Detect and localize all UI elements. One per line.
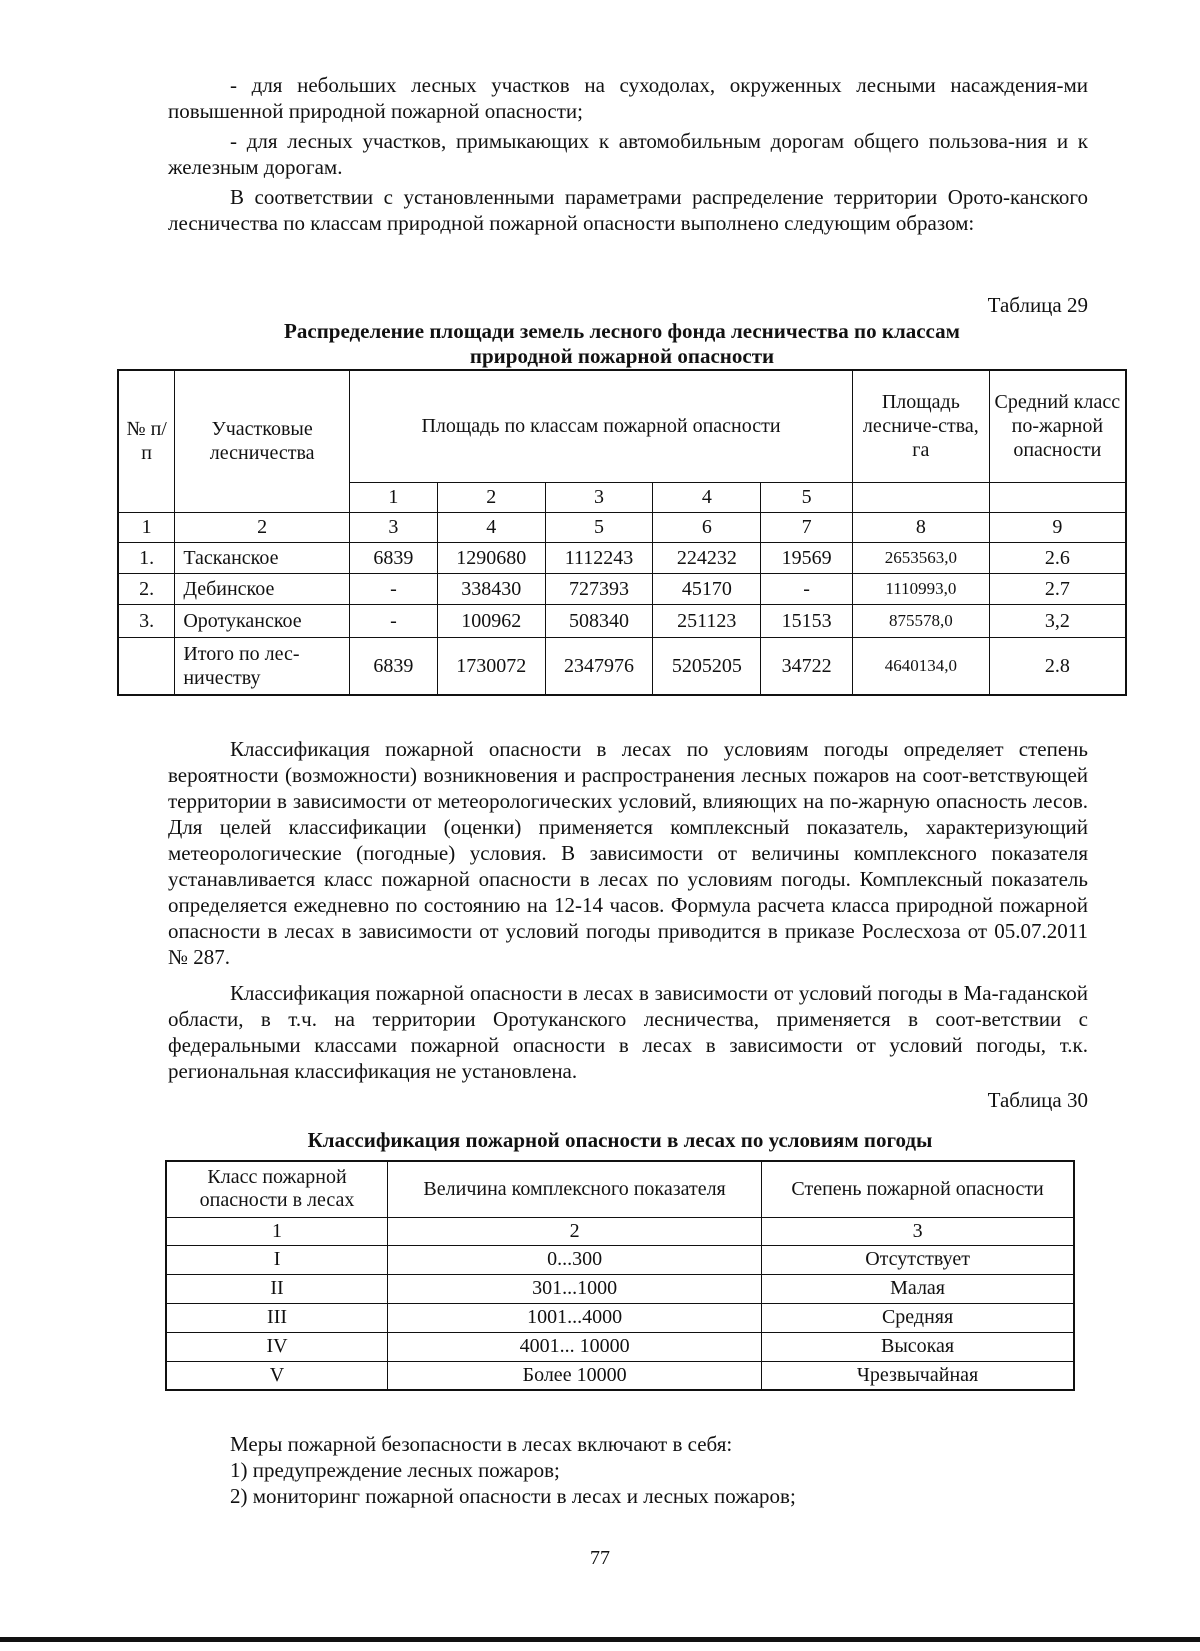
total-avg-class: 2.8	[989, 637, 1126, 695]
row-class-1: -	[350, 573, 438, 604]
total-class-2: 1730072	[437, 637, 545, 695]
row-class-2: 100962	[437, 604, 545, 637]
col-num: 1	[166, 1217, 388, 1245]
row-danger-degree: Высокая	[762, 1332, 1074, 1361]
row-danger-degree: Средняя	[762, 1303, 1074, 1332]
class-num: 1	[350, 482, 438, 512]
row-num: 1.	[118, 542, 175, 573]
intro-bullet-2: - для лесных участков, примыкающих к автомобильным дорогам общего пользова-ния и к железным дорогам.	[168, 129, 1088, 179]
table-29-title-line2: природной пожарной опасности	[469, 344, 775, 368]
col-num: 3	[762, 1217, 1074, 1245]
class-num: 3	[545, 482, 653, 512]
row-class-5: -	[761, 573, 853, 604]
row-class-2: 1290680	[437, 542, 545, 573]
empty-cell	[989, 482, 1126, 512]
col-num: 7	[761, 512, 853, 542]
column-number-row	[118, 512, 1126, 542]
row-fire-class: IV	[166, 1332, 388, 1361]
table-29	[117, 369, 1127, 696]
row-forestry-name: Дебинское	[175, 573, 350, 604]
table-row	[166, 1361, 1074, 1390]
row-class-3: 727393	[545, 573, 653, 604]
header-area-by-class: Площадь по классам пожарной опасности	[350, 370, 853, 482]
row-index-value: Более 10000	[388, 1361, 762, 1390]
table-row	[118, 542, 1126, 573]
table-30-title: Классификация пожарной опасности в лесах по условиям погоды	[307, 1128, 933, 1152]
row-danger-degree: Чрезвычайная	[762, 1361, 1074, 1390]
row-class-1: 6839	[350, 542, 438, 573]
row-index-value: 0...300	[388, 1245, 762, 1274]
header-fire-class: Класс пожарной опасности в лесах	[166, 1161, 388, 1217]
column-number-row	[166, 1217, 1074, 1245]
intro-paragraph: В соответствии с установленными параметрами распределение территории Орото-канского лесничества по классам природной пожарной опасности выполнено следующим образом:	[168, 185, 1088, 235]
table-29-title-line1: Распределение площади земель лесного фонда лесничества по классам	[284, 319, 960, 343]
row-total-area: 2653563,0	[853, 542, 990, 573]
row-forestry-name: Тасканское	[175, 542, 350, 573]
col-num: 2	[175, 512, 350, 542]
total-class-4: 5205205	[653, 637, 761, 695]
row-class-3: 1112243	[545, 542, 653, 573]
measures-intro: Меры пожарной безопасности в лесах включают в себя:	[230, 1432, 733, 1456]
class-num: 4	[653, 482, 761, 512]
row-class-1: -	[350, 604, 438, 637]
total-class-5: 34722	[761, 637, 853, 695]
row-fire-class: III	[166, 1303, 388, 1332]
col-num: 2	[388, 1217, 762, 1245]
class-num: 5	[761, 482, 853, 512]
row-forestry-name: Оротуканское	[175, 604, 350, 637]
total-row	[118, 637, 1126, 695]
row-class-4: 45170	[653, 573, 761, 604]
table-row	[166, 1245, 1074, 1274]
table-30	[165, 1160, 1075, 1391]
intro-bullet-1: - для небольших лесных участков на суходолах, окруженных лесными насаждения-ми повышенной природной пожарной опасности;	[168, 73, 1088, 123]
header-danger-degree: Степень пожарной опасности	[762, 1161, 1074, 1217]
total-area: 4640134,0	[853, 637, 990, 695]
row-avg-class: 3,2	[989, 604, 1126, 637]
row-class-5: 15153	[761, 604, 853, 637]
bottom-scan-border	[0, 1637, 1200, 1642]
row-fire-class: V	[166, 1361, 388, 1390]
col-num: 5	[545, 512, 653, 542]
header-index-value: Величина комплексного показателя	[388, 1161, 762, 1217]
table-29-label: Таблица 29	[987, 293, 1088, 317]
total-name: Итого по лес-ничеству	[175, 637, 350, 695]
body-paragraph-2: Классификация пожарной опасности в лесах в зависимости от условий погоды в Ма-гаданской области, в т.ч. на территории Оротуканского лесничества, применяется в соот-ветствии с федеральными классами пожарной опасности в лесах в зависимости от условий погоды, т.к. региональная классификация не установлена.	[168, 981, 1088, 1083]
col-num: 9	[989, 512, 1126, 542]
header-forestry: Участковые лесничества	[175, 370, 350, 512]
table-row	[118, 604, 1126, 637]
row-danger-degree: Малая	[762, 1274, 1074, 1303]
header-total-area: Площадь лесниче-ства, га	[853, 370, 990, 482]
table-row	[166, 1274, 1074, 1303]
empty-cell	[853, 482, 990, 512]
col-num: 3	[350, 512, 438, 542]
row-avg-class: 2.6	[989, 542, 1126, 573]
row-fire-class: I	[166, 1245, 388, 1274]
page-number: 77	[590, 1547, 610, 1569]
col-num: 4	[437, 512, 545, 542]
header-avg-class: Средний класс по-жарной опасности	[989, 370, 1126, 482]
row-fire-class: II	[166, 1274, 388, 1303]
total-class-3: 2347976	[545, 637, 653, 695]
col-num: 1	[118, 512, 175, 542]
measures-item: 1) предупреждение лесных пожаров;	[230, 1458, 560, 1482]
row-index-value: 4001... 10000	[388, 1332, 762, 1361]
row-class-5: 19569	[761, 542, 853, 573]
row-class-4: 224232	[653, 542, 761, 573]
row-index-value: 1001...4000	[388, 1303, 762, 1332]
total-class-1: 6839	[350, 637, 438, 695]
row-total-area: 875578,0	[853, 604, 990, 637]
row-class-3: 508340	[545, 604, 653, 637]
class-num: 2	[437, 482, 545, 512]
table-row	[166, 1303, 1074, 1332]
col-num: 8	[853, 512, 990, 542]
table-30-label: Таблица 30	[987, 1088, 1088, 1112]
header-num: № п/п	[118, 370, 175, 512]
row-total-area: 1110993,0	[853, 573, 990, 604]
table-row	[118, 573, 1126, 604]
row-num: 2.	[118, 573, 175, 604]
row-danger-degree: Отсутствует	[762, 1245, 1074, 1274]
col-num: 6	[653, 512, 761, 542]
row-class-4: 251123	[653, 604, 761, 637]
body-paragraph-1: Классификация пожарной опасности в лесах по условиям погоды определяет степень вероятности (возможности) возникновения и распространения лесных пожаров на соот-ветствующей территории в зависимости от метеорологических условий, влияющих на по-жарную опасность лесов. Для целей классификации (оценки) применяется комплексный показатель, характеризующий метеорологические (погодные) условия. В зависимости от величины комплексного показателя устанавливается класс пожарной опасности в лесах по условиям погоды. Комплексный показатель определяется ежедневно по состоянию на 12-14 часов. Формула расчета класса природной пожарной опасности в лесах в зависимости от условий погоды приводится в приказе Рослесхоза от 05.07.2011 № 287.	[168, 737, 1088, 969]
empty-cell	[118, 637, 175, 695]
row-avg-class: 2.7	[989, 573, 1126, 604]
row-num: 3.	[118, 604, 175, 637]
table-row	[166, 1332, 1074, 1361]
row-class-2: 338430	[437, 573, 545, 604]
row-index-value: 301...1000	[388, 1274, 762, 1303]
measures-item: 2) мониторинг пожарной опасности в лесах и лесных пожаров;	[230, 1484, 796, 1508]
